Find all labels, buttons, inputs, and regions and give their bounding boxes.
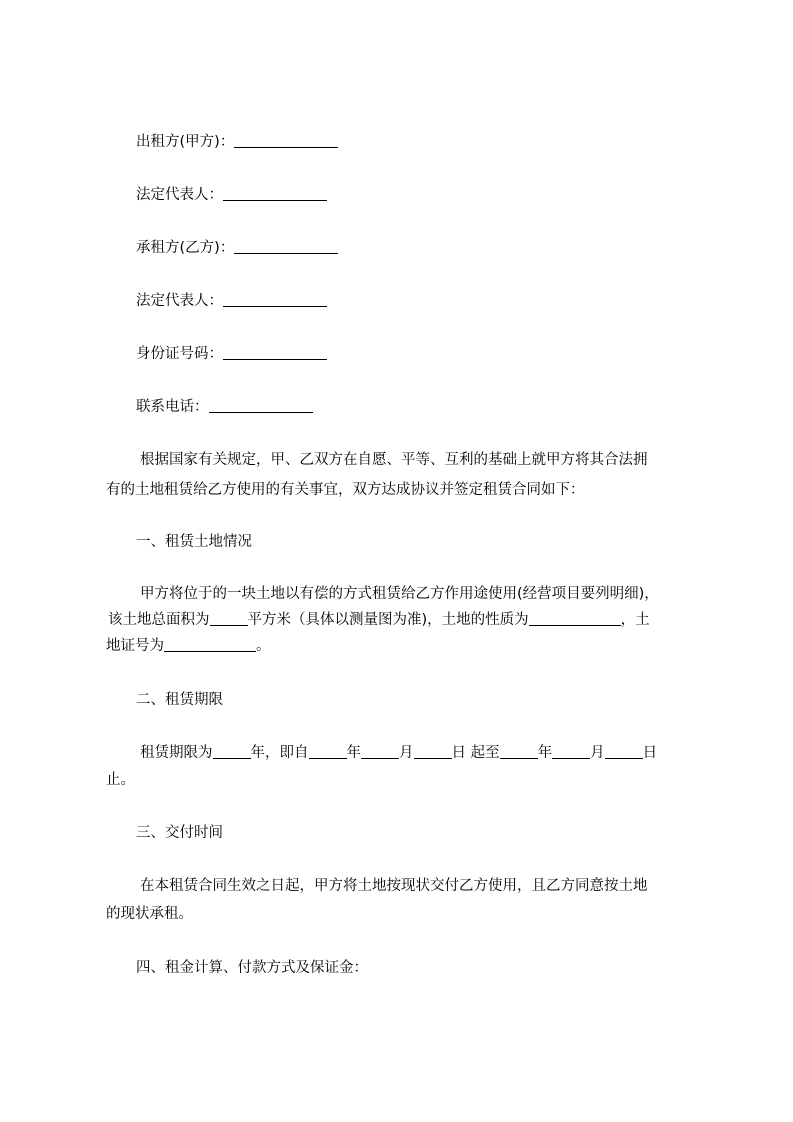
start-month-label: 月 bbox=[399, 745, 414, 761]
section1-line-2 bbox=[0, 610, 793, 630]
end-year-blank bbox=[500, 744, 538, 759]
section3-line-1: 在本租赁合同生效之日起，甲方将土地按现状交付乙方使用，且乙方同意按土地 bbox=[140, 878, 648, 894]
start-year-label: 年 bbox=[346, 745, 361, 761]
lessor-rep-line bbox=[0, 185, 793, 205]
id-number-line bbox=[0, 344, 793, 364]
lessor-rep-blank bbox=[223, 186, 327, 201]
term-years-blank bbox=[213, 744, 251, 759]
section2-line-2: 止。 bbox=[106, 772, 135, 788]
end-day-blank bbox=[605, 744, 643, 759]
section1-line3-end: 。 bbox=[256, 638, 271, 654]
section2-line-1 bbox=[0, 743, 793, 763]
phone-line bbox=[0, 397, 793, 417]
section3-heading: 三、交付时间 bbox=[136, 825, 223, 841]
phone-label: 联系电话： bbox=[136, 399, 209, 415]
start-month-blank bbox=[361, 744, 399, 759]
end-year-label: 年 bbox=[537, 745, 553, 761]
lessor-label: 出租方(甲方)： bbox=[136, 134, 235, 150]
lessee-line bbox=[0, 238, 793, 258]
start-day-blank bbox=[414, 744, 452, 759]
section3-line-2: 的现状承租。 bbox=[106, 906, 193, 922]
area-blank bbox=[210, 611, 248, 626]
lessee-rep-label: 法定代表人： bbox=[136, 293, 223, 309]
start-day-label: 日 起至 bbox=[451, 745, 500, 761]
end-month-label: 月 bbox=[590, 745, 605, 761]
section1-line-3 bbox=[0, 636, 793, 656]
intro-line-1: 根据国家有关规定，甲、乙双方在自愿、平等、互利的基础上就甲方将其合法拥 bbox=[140, 452, 648, 468]
lessee-rep-blank bbox=[223, 292, 327, 307]
term-from-label: 年，即自 bbox=[250, 745, 309, 761]
start-year-blank bbox=[309, 744, 347, 759]
lessor-rep-label: 法定代表人： bbox=[136, 187, 223, 203]
section2-heading: 二、租赁期限 bbox=[136, 692, 223, 708]
section1-heading: 一、租赁土地情况 bbox=[136, 534, 252, 550]
lessor-line bbox=[0, 132, 793, 152]
end-month-blank bbox=[552, 744, 590, 759]
intro-line-2: 有的土地租赁给乙方使用的有关事宜，双方达成协议并签定租赁合同如下： bbox=[106, 482, 585, 498]
lessor-blank bbox=[234, 133, 338, 148]
id-number-label: 身份证号码： bbox=[136, 346, 223, 362]
land-cert-blank bbox=[164, 637, 256, 652]
id-number-blank bbox=[223, 345, 327, 360]
land-cert-label: 地证号为 bbox=[106, 638, 164, 654]
lessee-blank bbox=[234, 239, 338, 254]
term-label: 租赁期限为 bbox=[140, 745, 213, 761]
section4-heading: 四、租金计算、付款方式及保证金： bbox=[136, 960, 368, 976]
section1-line2-end: ，土 bbox=[620, 612, 650, 628]
land-nature-blank bbox=[529, 611, 621, 626]
lessee-rep-line bbox=[0, 291, 793, 311]
area-label: 该土地总面积为 bbox=[108, 612, 210, 628]
phone-blank bbox=[209, 398, 313, 413]
lessee-label: 承租方(乙方)： bbox=[136, 240, 235, 256]
land-nature-label: 平方米（具体以测量图为准)，土地的性质为 bbox=[247, 612, 529, 628]
section1-line-1: 甲方将位于的一块土地以有偿的方式租赁给乙方作用途使用(经营项目要列明细)， bbox=[140, 586, 659, 602]
end-day-label: 日 bbox=[642, 745, 658, 761]
